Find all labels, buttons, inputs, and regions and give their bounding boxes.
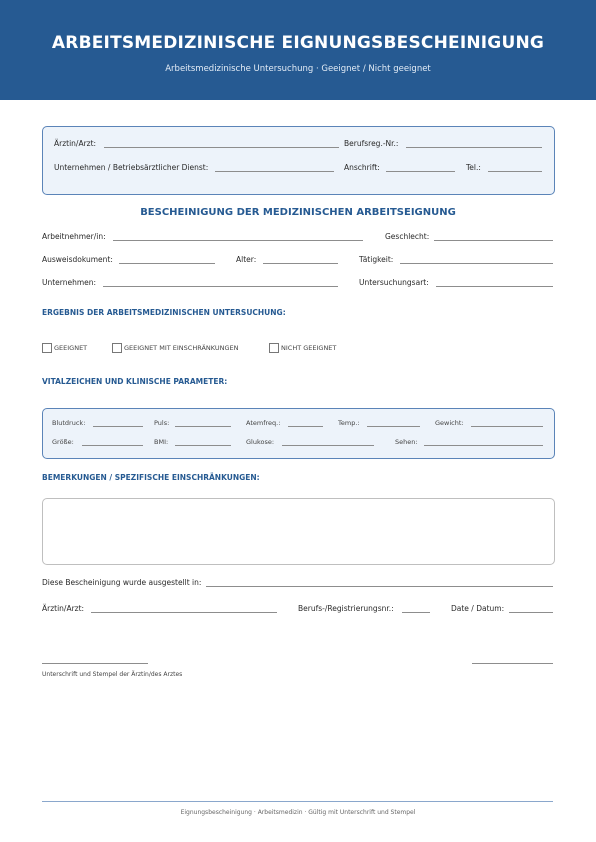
certificate-heading: BESCHEINIGUNG DER MEDIZINISCHEN ARBEITSEIGNUNG bbox=[140, 207, 456, 218]
respiratory-rate-field[interactable] bbox=[288, 426, 323, 427]
glucose-label: Glukose: bbox=[246, 438, 275, 446]
berufsreg-label: Berufsreg.-Nr.: bbox=[344, 139, 399, 148]
result-heading: ERGEBNIS DER ARBEITSMEDIZINISCHEN UNTERSUCHUNG: bbox=[42, 308, 286, 317]
bmi-field[interactable] bbox=[175, 445, 231, 446]
footer-divider bbox=[42, 801, 553, 802]
weight-label: Gewicht: bbox=[435, 419, 464, 427]
temperature-field[interactable] bbox=[367, 426, 420, 427]
blood-pressure-field[interactable] bbox=[93, 426, 143, 427]
id-document-label: Ausweisdokument: bbox=[42, 255, 113, 264]
issued-place-field[interactable] bbox=[206, 586, 553, 587]
checkbox-geeignet[interactable] bbox=[42, 343, 52, 353]
temperature-label: Temp.: bbox=[338, 419, 360, 427]
employer-field[interactable] bbox=[103, 286, 338, 287]
exam-type-field[interactable] bbox=[436, 286, 553, 287]
stamp-line[interactable] bbox=[472, 663, 553, 664]
weight-field[interactable] bbox=[471, 426, 543, 427]
registration-label: Berufs-/Registrierungsnr.: bbox=[298, 604, 394, 613]
header-banner bbox=[0, 0, 596, 100]
age-field[interactable] bbox=[263, 263, 338, 264]
gender-field[interactable] bbox=[434, 240, 553, 241]
respiratory-rate-label: Atemfreq.: bbox=[246, 419, 281, 427]
checkbox-geeignet-mit-einschraenkungen[interactable] bbox=[112, 343, 122, 353]
occupation-label: Tätigkeit: bbox=[359, 255, 394, 264]
pulse-field[interactable] bbox=[175, 426, 231, 427]
vitals-heading: VITALZEICHEN UND KLINISCHE PARAMETER: bbox=[42, 377, 228, 386]
height-field[interactable] bbox=[82, 445, 143, 446]
footer-text: Eignungsbescheinigung · Arbeitsmedizin · Gültig mit Unterschrift und Stempel bbox=[180, 809, 416, 816]
vision-field[interactable] bbox=[424, 445, 543, 446]
age-label: Alter: bbox=[236, 255, 257, 264]
signature-line[interactable] bbox=[42, 663, 148, 664]
option-eingeschraenkt-label: GEEIGNET MIT EINSCHRÄNKUNGEN bbox=[124, 344, 239, 352]
company-field[interactable] bbox=[215, 171, 334, 172]
document-subtitle: Arbeitsmedizinische Untersuchung · Geeignet / Nicht geeignet bbox=[165, 64, 431, 74]
id-document-field[interactable] bbox=[119, 263, 215, 264]
registration-field[interactable] bbox=[402, 612, 430, 613]
vitals-box bbox=[42, 408, 555, 459]
doctor-field[interactable] bbox=[104, 147, 339, 148]
occupation-field[interactable] bbox=[400, 263, 553, 264]
height-label: Größe: bbox=[52, 438, 74, 446]
employee-field[interactable] bbox=[113, 240, 363, 241]
remarks-textarea[interactable] bbox=[42, 498, 555, 565]
doctor-label: Ärztin/Arzt: bbox=[54, 139, 97, 148]
date-label: Date / Datum: bbox=[451, 604, 505, 613]
company-label: Unternehmen / Betriebsärztlicher Dienst: bbox=[54, 163, 209, 172]
employer-label: Unternehmen: bbox=[42, 278, 97, 287]
phone-label: Tel.: bbox=[466, 163, 481, 172]
document-title: ARBEITSMEDIZINISCHE EIGNUNGSBESCHEINIGUNG bbox=[51, 33, 545, 53]
bmi-label: BMI: bbox=[154, 438, 169, 446]
option-nicht-geeignet-label: NICHT GEEIGNET bbox=[281, 344, 337, 352]
doctor-info-box bbox=[42, 126, 555, 195]
date-field[interactable] bbox=[509, 612, 553, 613]
signature-caption: Unterschrift und Stempel der Ärztin/des Arztes bbox=[42, 671, 183, 678]
checkbox-nicht-geeignet[interactable] bbox=[269, 343, 279, 353]
vision-label: Sehen: bbox=[395, 438, 418, 446]
phone-field[interactable] bbox=[488, 171, 542, 172]
pulse-label: Puls: bbox=[154, 419, 170, 427]
issuing-doctor-field[interactable] bbox=[91, 612, 277, 613]
berufsreg-field[interactable] bbox=[406, 147, 542, 148]
address-label: Anschrift: bbox=[344, 163, 380, 172]
blood-pressure-label: Blutdruck: bbox=[52, 419, 86, 427]
exam-type-label: Untersuchungsart: bbox=[359, 278, 429, 287]
glucose-field[interactable] bbox=[282, 445, 374, 446]
remarks-heading: BEMERKUNGEN / SPEZIFISCHE EINSCHRÄNKUNGEN: bbox=[42, 473, 260, 482]
employee-label: Arbeitnehmer/in: bbox=[42, 232, 106, 241]
issuing-doctor-label: Ärztin/Arzt: bbox=[42, 604, 85, 613]
address-field[interactable] bbox=[386, 171, 455, 172]
issued-label: Diese Bescheinigung wurde ausgestellt in: bbox=[42, 578, 202, 587]
option-geeignet-label: GEEIGNET bbox=[54, 344, 88, 352]
gender-label: Geschlecht: bbox=[385, 232, 430, 241]
